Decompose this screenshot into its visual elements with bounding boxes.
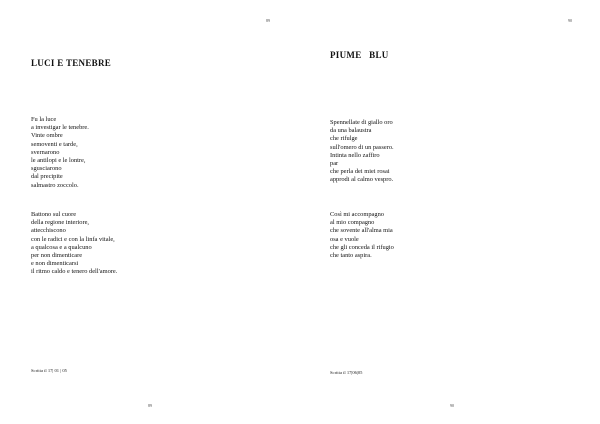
poem-line: al mio compagno	[330, 219, 375, 227]
poem-line: con le radici e con la linfa vitale,	[31, 235, 115, 243]
page-number-bottom: 90	[450, 403, 454, 408]
poem-line: svernarono	[31, 148, 60, 156]
poem-line: a qualcosa e a qualcuno	[31, 243, 92, 251]
poem-title: LUCI E TENEBRE	[31, 58, 112, 68]
poem-line: Spennellate di giallo oro	[330, 119, 393, 126]
page-number-bottom: 89	[148, 403, 152, 408]
poem-line: osa e vuole	[330, 235, 359, 243]
poem-stanza-2	[330, 211, 394, 260]
poem-line: della regione interiore,	[31, 219, 90, 227]
poem-line: il ritmo caldo e tenero dell'amore.	[31, 268, 118, 276]
poem-line: che sovente all'alma mia	[330, 227, 393, 235]
poem-stanza-1	[31, 116, 89, 190]
date-note: Scritta il 17|06|05	[330, 370, 363, 375]
poem-line: che perla dei miei rosai	[330, 168, 390, 176]
poem-line: che tanto aspira.	[330, 252, 372, 260]
poem-line: semoventi e tarde,	[31, 140, 78, 148]
poem-line: le antilopi e le lontre,	[31, 157, 86, 165]
right-page	[300, 0, 600, 424]
poem-line: salmastro zoccolo.	[31, 181, 79, 189]
page-number-top: 90	[568, 18, 572, 23]
poem-line: sgusciarono	[31, 165, 62, 173]
poem-line: par	[330, 160, 339, 168]
poem-line: Così mi accompagno	[330, 211, 384, 218]
poem-line: Vinte ombre	[31, 132, 63, 140]
poem-stanza-1	[330, 119, 394, 185]
poem-stanza-2	[31, 211, 117, 277]
poem-line: Fu la luce	[31, 116, 57, 123]
poem-line: attecchiscono	[31, 227, 66, 235]
poem-line: Battono sul cuore	[31, 211, 77, 218]
poem-line: e non dimenticarsi	[31, 260, 79, 268]
date-note: Scritta il 17| 01 | 05	[31, 368, 67, 373]
poem-line: a investigar le tenebre.	[31, 124, 89, 132]
poem-line: che rifulge	[330, 135, 358, 143]
poem-line: dal precipite	[31, 173, 63, 181]
poem-line: sull'omero di un passero.	[330, 143, 394, 151]
page-number-top: 89	[266, 18, 270, 23]
poem-line: per non dimenticare	[31, 252, 83, 260]
poem-title: PIUME BLU	[330, 50, 389, 60]
poem-line: approdi al calmo vespro.	[330, 176, 394, 184]
poem-line: Intinta nello zaffiro	[330, 151, 380, 159]
poem-line: che gli conceda il rifugio	[330, 243, 394, 251]
poem-line: da una balaustra	[330, 127, 372, 135]
